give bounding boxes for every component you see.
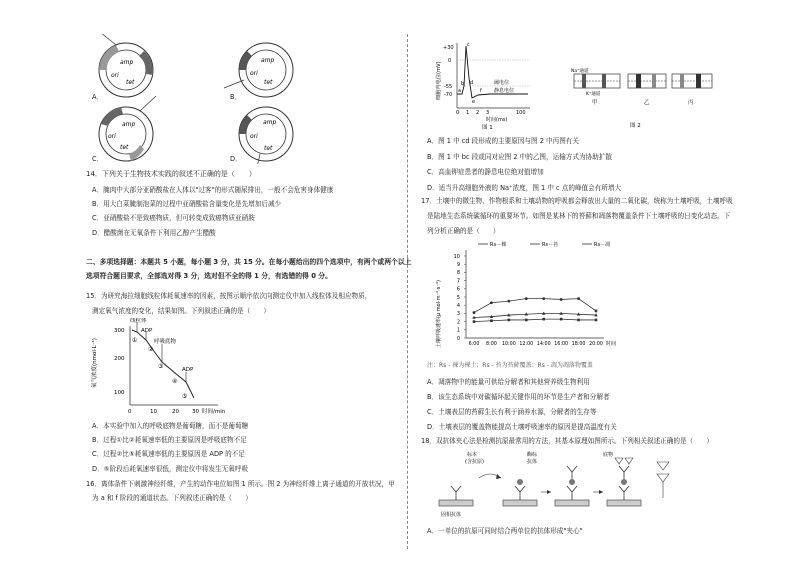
series-point [560, 318, 563, 321]
x-tick-label: 20:00 [589, 342, 603, 347]
label-ori-b: ori [250, 70, 258, 77]
q15-point-3: ③ [158, 363, 164, 370]
y-axis-label: 土壤呼吸速率(μ mol·m⁻²·s⁻¹) [436, 280, 442, 348]
q16-option-c: C．高血钾症患者的静息电位绝对值增加 [427, 168, 544, 176]
q14-option-a: A．腌肉中大部分亚硝酸盐在人体以"过客"的形式随尿排出，一般不会危害身体健康 [92, 186, 334, 194]
q15-ann-adp1: ADP [141, 328, 153, 334]
q16-fig2-ion-channels [568, 64, 718, 134]
y-tick-label: 4 [456, 303, 460, 309]
q15-option-b: B．过程①比②耗氧速率低的主要原因是呼吸底物不足 [92, 436, 247, 444]
y-tick-label: 2 [456, 319, 460, 326]
section2-line1: 二、多项选择题：本题共 5 小题，每小题 3 分，共 15 分。在每小题给出的四个选项中，有两个或两个以上 [86, 258, 412, 266]
q16-stem-2: 为 a 和 f 阶段的通道状态。下列叙述正确的是（ ） [92, 494, 252, 502]
plasmid-label-a: A． [92, 93, 104, 101]
q16-option-b: B．图 1 中 bc 段或同对应图 2 中的乙图，运输方式为协助扩散 [427, 153, 612, 161]
fig1-ytick-70: -70 [444, 92, 453, 98]
fig1-letter-a: a [458, 89, 461, 94]
fig1-xtick-0: 0 [456, 110, 460, 116]
q17-soil-respiration-chart [430, 238, 640, 358]
q15-point-1: ① [132, 337, 138, 344]
series-point [542, 297, 545, 300]
q17-option-d: D．土壤表层的覆盖物能提高土壤呼吸速率的原因是提高温度有关 [427, 423, 617, 431]
x-tick-label: 18:00 [571, 342, 586, 347]
q15-option-a: A．本实验中加入的呼吸底物是葡萄糖，而不是葡萄糖 [92, 422, 249, 430]
plasmid-a [99, 34, 153, 97]
series-point [577, 297, 580, 300]
plasmid-d [239, 107, 293, 164]
y-tick-label: 0 [456, 335, 460, 342]
series-line-2 [474, 299, 596, 313]
fig1-ytick-55: -55 [444, 84, 453, 90]
fig1-letter-e: e [472, 100, 475, 105]
label-ori-c: ori [108, 133, 116, 140]
fig1-ytick-30: +30 [443, 45, 454, 51]
fig1-xtick-100: 100 [516, 110, 526, 116]
fig1-letter-b: b [461, 82, 465, 87]
q15-xlabel: 时间/min [202, 409, 226, 415]
series-point [525, 297, 528, 300]
y-tick-label: 10 [453, 253, 460, 260]
column-divider [407, 34, 408, 549]
q14-option-d: D．醋酸菌在无氧条件下利用乙醇产生醋酸 [92, 229, 216, 237]
q16-option-a: A．图 1 中 cd 段形成的主要原因与图 2 中丙图有关 [427, 137, 579, 145]
series-point [508, 319, 511, 322]
label-ori-a: ori [111, 72, 119, 79]
y-tick-label: 1 [456, 327, 460, 334]
label-ori-d: ori [250, 133, 258, 140]
series-point [595, 310, 598, 313]
q15-ytick-300: 300 [114, 328, 125, 334]
q17-option-c: C．土壤表层的苔藓生长有利于涵养水源，分解者的生存等 [427, 408, 597, 416]
q15-oxygen-chart [90, 318, 250, 418]
x-tick-label: 10:00 [501, 342, 516, 347]
fig2-panel-jia [571, 67, 620, 97]
label-amp-b: amp [261, 57, 275, 64]
fig1-xtick-3: 3 [486, 110, 490, 116]
legend-label-0: Rs－裸 [490, 242, 507, 248]
q16-option-d: D．适当升高细胞外液的 Na⁺浓度，图 1 中 c 点的峰值会有所增大 [427, 184, 622, 192]
fig1-ann-threshold: 阈电位 [494, 80, 510, 86]
q15-ylabel: 氧气浓度(nmol·L⁻¹) [92, 338, 98, 388]
fig2-label-jia: 甲 [592, 100, 598, 106]
label-tet-a: tet [126, 79, 135, 86]
q15-stem-1: 15．为研究海拉细胞线粒体耗氧速率的因素，按图示顺序依次向测定仪中加入线粒体及相应物质， [86, 292, 372, 300]
q15-stem-2: 测定氧气浓度的变化，结果如图。下列叙述正确的是（ ） [92, 307, 271, 315]
series-point [542, 318, 545, 321]
y-tick-label: 8 [456, 270, 460, 277]
q15-xtick-20: 20 [172, 409, 179, 415]
fig1-xtick-1: 1 [466, 110, 470, 116]
label-tet-b: tet [264, 79, 273, 86]
series-point [490, 301, 493, 304]
q17-stem-3: 列分析正确的是（ ） [427, 227, 500, 235]
q18-label-substrate: 底物 [603, 452, 614, 458]
series-point [577, 319, 580, 322]
x-axis-label: 时间 [606, 341, 617, 347]
fig1-letter-d: d [470, 81, 474, 86]
q15-point-2: ② [148, 346, 154, 353]
series-point [490, 319, 493, 322]
y-tick-label: 7 [456, 278, 460, 285]
q18-label-fixed-ab: 固相抗体 [441, 512, 462, 518]
q15-point-4: ④ [172, 378, 178, 385]
q18-label-antigen2: (含抗原) [465, 459, 484, 465]
q18-label-antigen: 标本 [467, 452, 478, 458]
fig2-panel-yi [628, 74, 666, 88]
series-point [525, 319, 528, 322]
legend-label-2: Rs－凋 [594, 242, 611, 248]
plasmid-label-d: D． [230, 155, 242, 163]
y-tick-label: 6 [456, 286, 460, 293]
series-point [595, 319, 598, 322]
q15-option-d: D．⑤阶段后耗氧速率很低，测定仪中将发生无氧呼吸 [92, 465, 249, 473]
y-tick-label: 3 [456, 311, 460, 318]
label-amp-d: amp [263, 119, 277, 126]
x-tick-label: 12:00 [519, 342, 534, 347]
y-tick-label: 5 [456, 294, 460, 301]
fig1-xtick-2: 2 [476, 110, 480, 116]
fig1-letter-c: c [467, 43, 470, 48]
x-tick-label: 6:00 [468, 342, 480, 347]
section2-line2: 选项符合题目要求，全部选对得 3 分，选对但不全的得 1 分，有选错的得 0 分。 [86, 272, 332, 280]
fig2-caption: 图 2 [630, 123, 641, 129]
fig2-label-bing: 丙 [688, 100, 694, 106]
q14-option-c: C．亚硝酸盐不是致癌物质，但可转变成致癌物质亚硝胺 [92, 214, 255, 222]
q16-stem-1: 16．离体条件下刺激神经纤维，产生的动作电位如图 1 所示。图 2 为神经纤维上离子通道的开放状况，甲 [86, 480, 395, 488]
x-tick-label: 16:00 [554, 342, 569, 347]
fig2-k-channel-label: K⁺通道 [586, 92, 601, 97]
fig1-caption: 图 1 [482, 125, 493, 130]
q15-point-5: ⑤ [182, 393, 188, 400]
q17-option-a: A．凋落物中的能量可供给分解者和其他营养级生物利用 [427, 378, 590, 386]
fig2-panel-bing [672, 74, 712, 88]
q15-xtick-30: 30 [192, 409, 199, 415]
q15-ann-adp2: ADP [182, 367, 194, 373]
plasmid-c [99, 96, 156, 161]
q15-ann-substrate: 呼吸底物 [154, 339, 177, 345]
q15-ytick-100: 100 [114, 390, 125, 396]
fig1-xlabel: 时间(ms) [486, 117, 508, 123]
q18-stem: 18．双抗体夹心法是检测抗原最常用的方法，其基本原理如图所示。下列相关叙述正确的是（ ） [421, 437, 713, 445]
plasmid-label-b: B． [230, 93, 242, 101]
q15-xtick-10: 10 [150, 409, 157, 415]
q18-label-enzyme-ab2: 抗体 [527, 459, 538, 465]
label-tet-d: tet [264, 145, 273, 152]
fig1-letter-f: f [480, 89, 482, 94]
q14-option-b: B．用大白菜腌制泡菜的过程中亚硝酸盐含量变化是先增加后减少 [92, 200, 282, 208]
q18-label-enzyme-ab: 酶标 [527, 452, 538, 458]
y-tick-label: 9 [456, 262, 460, 268]
q14-stem: 14．下列关于生物技术实践的叙述不正确的是（ ） [86, 170, 256, 178]
q15-option-c: C．过程②比⑤耗氧速率低的主要原因是 ADP 的不足 [92, 450, 245, 458]
label-tet-c: tet [120, 144, 129, 151]
series-point [507, 300, 510, 303]
q15-xtick-0: 0 [128, 409, 132, 415]
x-tick-label: 14:00 [536, 342, 551, 347]
q17-option-b: B．该生态系统中对碳循环起关键作用的环节是生产者和分解者 [427, 393, 610, 401]
plasmid-figures [86, 34, 316, 164]
q15-ann-mito: 线粒体 [130, 318, 147, 324]
plasmid-label-c: C． [92, 155, 104, 163]
series-point [473, 320, 476, 323]
fig2-na-channel-label: Na⁺通道 [571, 69, 589, 74]
q15-ytick-200: 200 [114, 356, 125, 362]
plasmid-b [224, 43, 293, 97]
q16-fig1-action-potential [430, 38, 540, 130]
series-point [473, 311, 476, 314]
fig1-ylabel: 细胞内电位(mV) [436, 61, 442, 100]
q17-stem-1: 17．土壤中的微生物、作物根系和土壤动物的呼吸都会释放出大量的二氧化碳，统称为土壤呼吸，土壤呼吸 [421, 197, 733, 205]
x-tick-label: 8:00 [486, 342, 497, 347]
fig1-ann-rest: 静息电位 [494, 88, 515, 94]
fig1-ytick-0: 0 [448, 58, 452, 64]
legend-label-1: Rs－苔 [542, 242, 559, 248]
q18-sandwich-elisa-diagram [435, 448, 685, 520]
fig2-label-yi: 乙 [644, 100, 650, 106]
q17-stem-2: 是陆地生态系统碳循环的重要环节。如图是某林下的苔藓和凋落物覆盖条件下土壤呼吸的日变化动态。下 [427, 212, 731, 220]
label-amp-c: amp [122, 121, 136, 128]
series-point [560, 298, 563, 301]
q17-note: 注：Rs - 裸为裸土；Rs - 苔为苔藓覆盖；Rs - 凋为凋落物覆盖 [427, 362, 593, 369]
label-amp-a: amp [120, 59, 134, 66]
q18-option-a: A．一单位的抗原可同时结合两单位的抗体形成"夹心" [427, 527, 583, 535]
